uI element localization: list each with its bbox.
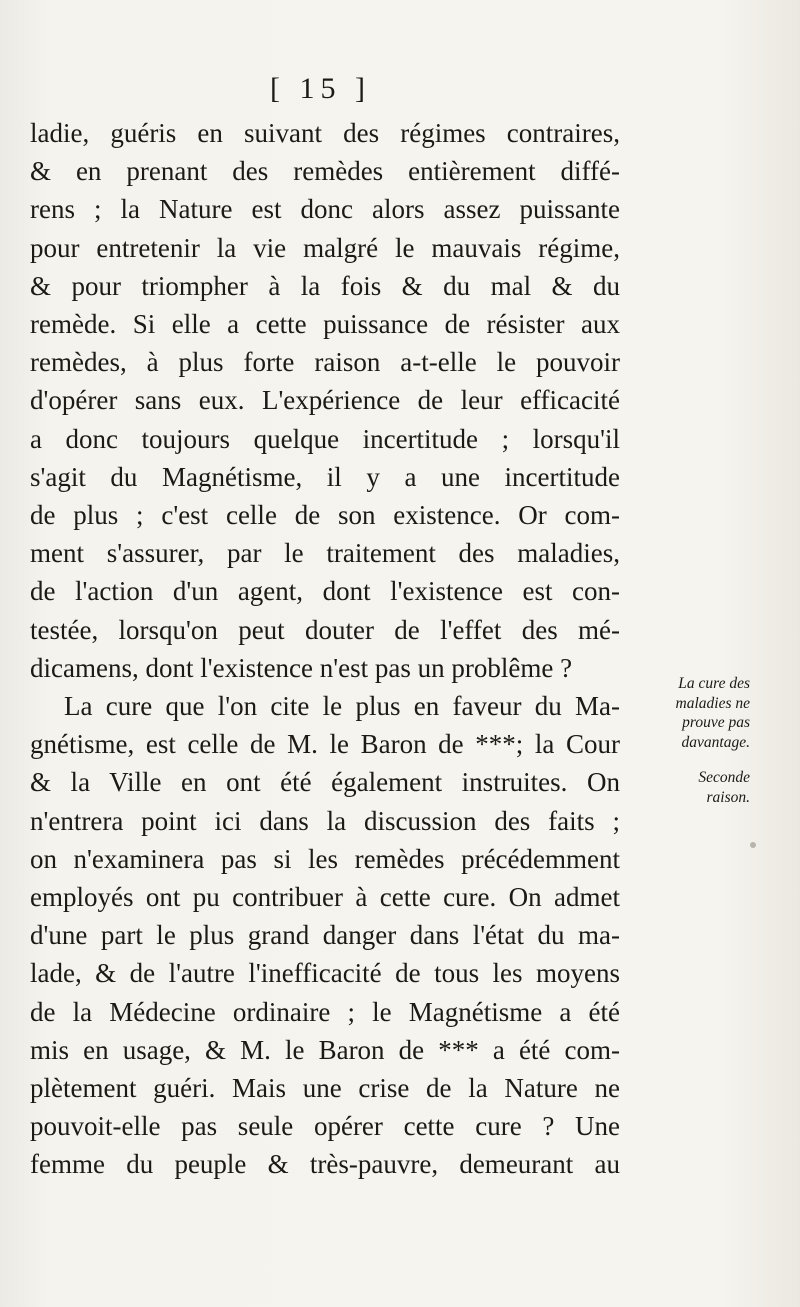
body-text xyxy=(30,114,620,1184)
margin-note-line: prouve pas xyxy=(682,714,750,731)
text-line: lade, & de l'autre l'inefficacité de tous les moyens xyxy=(30,958,620,989)
text-line: pour entretenir la vie malgré le mauvais régime, xyxy=(30,232,620,263)
paragraph-2 xyxy=(30,687,620,1184)
text-line: dicamens, dont l'existence n'est pas un problême ? xyxy=(30,652,573,683)
margin-note-line: La cure des xyxy=(678,675,750,692)
margin-note xyxy=(628,768,750,807)
text-line: testée, lorsqu'on peut douter de l'effet des mé- xyxy=(30,614,620,645)
text-line: pouvoit-elle pas seule opérer cette cure ? Une xyxy=(30,1111,620,1142)
text-line: & pour triompher à la fois & du mal & du xyxy=(30,270,620,301)
text-line: La cure que l'on cite le plus en faveur du Ma- xyxy=(64,691,620,722)
text-line: employés ont pu contribuer à cette cure. On admet xyxy=(30,882,620,913)
text-line: & en prenant des remèdes entièrement diffé- xyxy=(30,156,620,187)
text-line: de plus ; c'est celle de son existence. Or com- xyxy=(30,500,620,531)
text-line: ladie, guéris en suivant des régimes contraires, xyxy=(30,118,620,148)
margin-note-line: davantage. xyxy=(681,733,750,751)
text-line: remède. Si elle a cette puissance de résister aux xyxy=(30,309,620,340)
margin-note-line: maladies ne xyxy=(675,694,750,712)
margin-note xyxy=(628,674,750,752)
text-line: a donc toujours quelque incertitude ; lorsqu'il xyxy=(30,423,620,454)
text-line: rens ; la Nature est donc alors assez puissante xyxy=(30,194,620,225)
text-line: n'entrera point ici dans la discussion des faits ; xyxy=(30,805,620,836)
text-line: d'une part le plus grand danger dans l'état du ma- xyxy=(30,920,620,951)
text-line: d'opérer sans eux. L'expérience de leur efficacité xyxy=(30,385,620,416)
text-line: s'agit du Magnétisme, il y a une incertitude xyxy=(30,461,620,492)
paragraph-1 xyxy=(30,114,620,687)
text-line: plètement guéri. Mais une crise de la Nature ne xyxy=(30,1073,620,1104)
text-line: & la Ville en ont été également instruites. On xyxy=(30,767,620,798)
text-line: on n'examinera pas si les remèdes précédemment xyxy=(30,843,620,874)
ink-speck xyxy=(750,842,756,848)
text-line: de la Médecine ordinaire ; le Magnétisme a été xyxy=(30,996,620,1027)
margin-note-line: raison. xyxy=(706,788,750,806)
text-line: remèdes, à plus forte raison a-t-elle le pouvoir xyxy=(30,347,620,378)
text-line: gnétisme, est celle de M. le Baron de ***; la Cour xyxy=(30,729,620,760)
margin-note-line: Seconde xyxy=(698,769,750,786)
text-line: de l'action d'un agent, dont l'existence est con- xyxy=(30,576,620,607)
text-line: ment s'assurer, par le traitement des maladies, xyxy=(30,538,620,569)
text-line: femme du peuple & très-pauvre, demeurant au xyxy=(30,1149,620,1180)
text-line: mis en usage, & M. le Baron de *** a été com- xyxy=(30,1034,620,1065)
page-number: [ 15 ] xyxy=(270,72,371,105)
